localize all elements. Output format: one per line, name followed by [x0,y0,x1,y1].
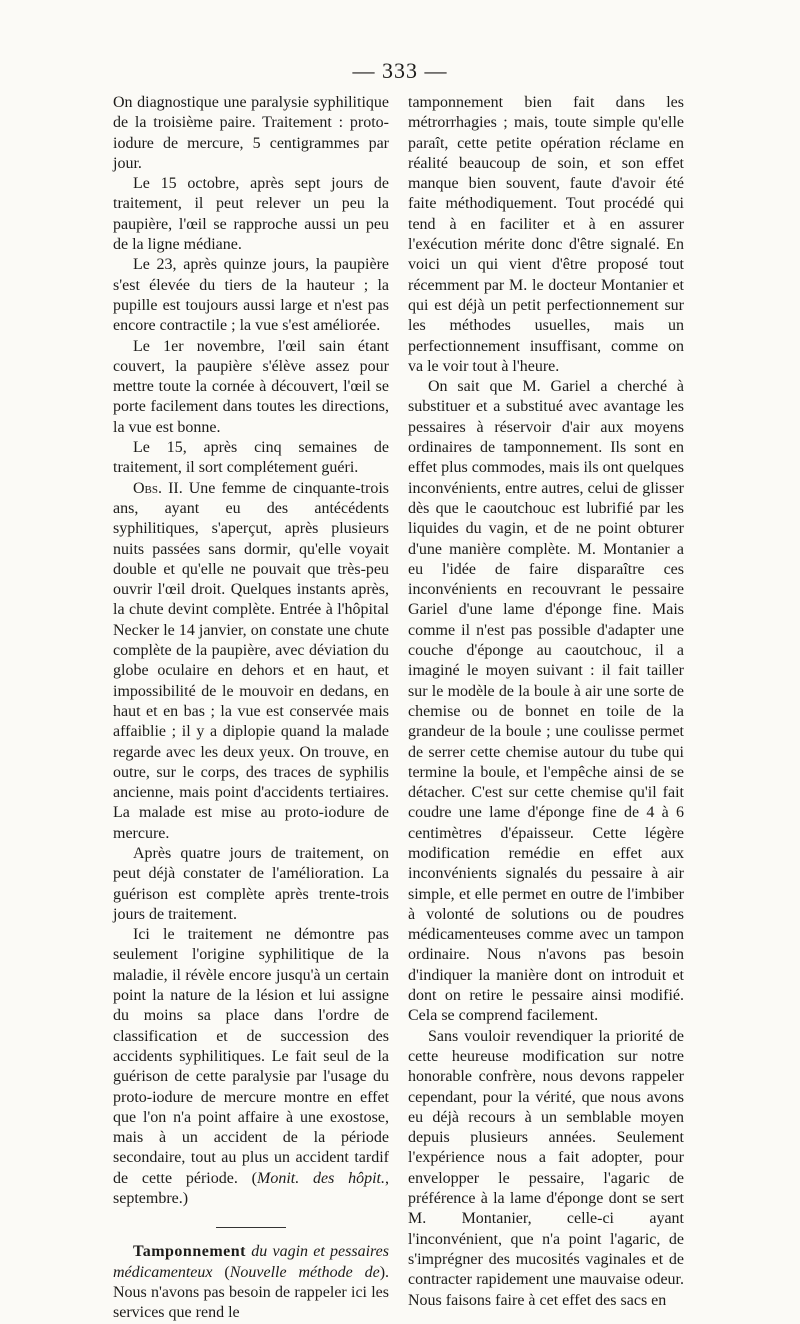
observation-label: Obs. [133,479,163,497]
paragraph-with-citation [113,925,389,1209]
observation-paragraph [113,479,389,844]
section-subtitle: du vagin et pessaires médicamenteux [113,1243,390,1281]
paragraph: Le 15 octobre, après sept jours de traitement, il peut relever un peu la paupière, l'œil se rapproche aussi un peu de la ligne médiane. [113,175,389,254]
paren-open: ( [212,1263,230,1281]
paragraph: Après quatre jours de traitement, on peut déjà constater de l'amélioration. La guérison est complète après trente-trois jours de traitement. [113,844,389,923]
paragraph-text: Ici le traitement ne démontre pas seulement l'origine syphilitique de la maladie, il révèle encore jusqu'à un certain point la nature de la lésion et lui assigne du moins sa place dans l'ordre de classification et de succession des accidents syphilitiques. Le fait seul de la guérison de cette paralysie par l'usage du proto-iodure de mercure montre en effet que l'on n'a point affaire à une exostose, mais à un accident de la période secondaire, tout au plus un accident tardif de cette période. ( [113,926,389,1187]
section-heading: Tamponnement [133,1243,246,1261]
page-number: — 333 — [352,58,448,83]
paragraph: Sans vouloir revendiquer la priorité de cette heureuse modification sur notre honorable confrère, nous devons rappeler cependant, pour la vérité, que nous avons eu déjà recours à un semblable moyen depuis plusieurs années. Seulement l'expérience nous a fait adopter, pour envelopper le pessaire, l'agaric de préférence à la lame d'éponge dont se sert M. Montanier, celle-ci ayant l'inconvénient, que n'a point l'agaric, de s'imprégner des mucosités vaginales et de contracter rapidement une mauvaise odeur. Nous faisons faire à cet effet des sacs en [408,1027,684,1309]
paragraph: Le 23, après quinze jours, la paupière s'est élevée du tiers de la hauteur ; la pupille est toujours aussi large et n'est pas encore contractile ; la vue s'est améliorée. [113,256,389,335]
right-column [408,93,684,1311]
paragraph: On sait que M. Gariel a cherché à substituer et a substitué avec avantage les pessaires à réservoir d'air aux moyens ordinaires de tamponnement. Ils sont en effet plus commodes, mais ils ont quelques inconvénients, entre autres, celui de glisser dès que le caoutchouc est lubrifié par les liquides du vagin, et de ne point obturer d'une manière complète. M. Montanier a eu l'idée de faire disparaître ces inconvénients en recouvrant le pessaire Gariel d'une lame d'éponge fine. Mais comme il n'est pas possible d'adapter une couche d'éponge au caoutchouc, il a imaginé le moyen suivant : il fait tailler sur le modèle de la boule à air une sorte de chemise ou de bonnet en toile de la grandeur de la boule ; une coulisse permet de serrer cette chemise autour du tube qui termine la boule, et l'empêche ainsi de se détacher. C'est sur cette chemise qu'il fait coudre une lame d'éponge fine de 4 à 6 centimètres d'épaisseur. Cette légère modification remédie en effet aux inconvénients signalés du pessaire à air simple, et elle permet en outre de l'imbiber à volonté de solutions ou de poudres médicamenteuses comme avec un tampon ordinaire. Nous n'avons pas besoin d'indiquer la manière dont on introduit et dont on retire le pessaire ainsi modifié. Cela se comprend facilement. [408,378,684,1025]
paragraph: tamponnement bien fait dans les métrorrhagies ; mais, toute simple qu'elle paraît, cette petite opération réclame en réalité beaucoup de soin, et son effet manque bien souvent, faute d'avoir été faite méthodiquement. Tout procédé qui tend à en faciliter et à en assurer l'exécution mérite donc d'être signalé. En voici un qui vient d'être proposé tout récemment par M. le docteur Montanier et qui est déjà un petit perfectionnement sur les méthodes usuelles, mais un perfectionnement insuffisant, comme on va le voir tout à l'heure. [408,94,684,375]
paragraph: Le 1er novembre, l'œil sain étant couvert, la paupière s'élève assez pour mettre toute la cornée à découvert, l'œil se porte facilement dans toutes les directions, la vue est bonne. [113,337,389,436]
citation-tail: , septembre.) [113,1169,390,1208]
paragraph: On diagnostique une paralysie syphilitique de la troisième paire. Traitement : proto-iodure de mercure, 5 centigrammes par jour. [113,94,389,172]
citation-source: Monit. des hôpit. [256,1169,386,1187]
paragraph: Le 15, après cinq semaines de traitement, il sort complétement guéri. [113,439,389,477]
section-text: ). Nous n'avons pas besoin de rappeler ici les services que rend le [113,1263,390,1322]
observation-text: II. Une femme de cinquante-trois ans, ayant eu des antécédents syphilitiques, s'aperçut, après plusieurs nuits passées sans dormir, qu'elle voyait double et qu'elle ne pouvait que très-peu ouvrir l'œil droit. Quelques instants après, la chute devint complète. Entrée à l'hôpital Necker le 14 janvier, on constate une chute complète de la paupière, avec déviation du globe oculaire en dehors et en haut, et impossibilité de le mouvoir en dedans, en haut et en bas ; la vue est conservée mais affaiblie ; il y a diplopie quand la malade regarde avec les deux yeux. On trouve, en outre, sur le corps, des traces de syphilis ancienne, mais point d'accidents tertiaires. La malade est mise au proto-iodure de mercure. [113,479,390,842]
left-column [113,93,389,1324]
section-divider [216,1227,286,1228]
section-heading-paragraph [113,1242,389,1323]
section-note: Nouvelle méthode de [229,1263,380,1281]
